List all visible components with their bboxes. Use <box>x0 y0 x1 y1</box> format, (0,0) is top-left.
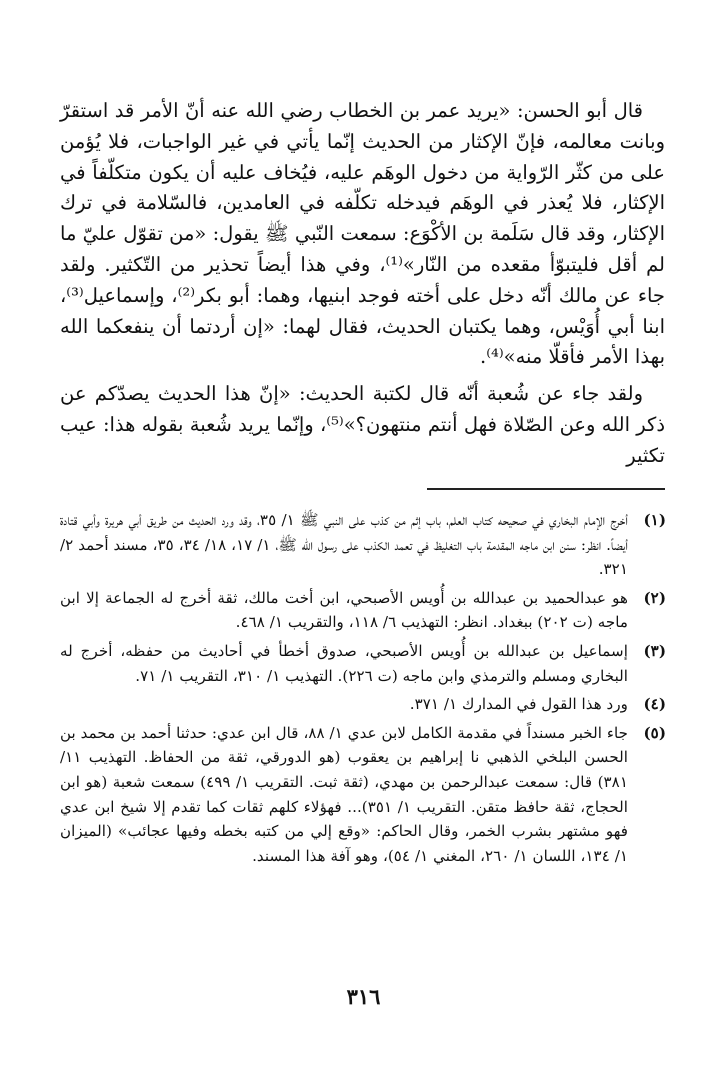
paragraph: قال أبو الحسن: «يريد عمر بن الخطاب رضي الله عنه أنّ الأمر قد استقرّ وبانت معالمه، فإنّ الإكثار من الحديث إنّما يأتي في غير الواجبات، فلا يُؤمن على من كثّر الرّواية من دخول الوهَم عليه، فيُخاف عليه أن يكون متكلّفاً في الإكثار، فلا يُعذر في الوهَم فيدخله تكلّفه في العامدين، فالسّلامة في ترك الإكثار، وقد قال سَلَمة بن الأكْوَع: سمعت النّبي ﷺ يقول: «من تقوّل عليّ ما لم أقل فليتبوّأ مقعده من النّار»⁽¹⁾، وفي هذا أيضاً تحذير من التّكثير. ولقد جاء عن مالك أنّه دخل على أخته فوجد ابنيها، وهما: أبو بكر⁽²⁾، وإسماعيل⁽³⁾، ابنا أبي أُوَيْس، وهما يكتبان الحديث، فقال لهما: «إن أردتما أن ينفعكما الله بهذا الأمر فأقلّا منه»⁽⁴⁾. <box>60 99 665 369</box>
footnote-item <box>60 721 666 869</box>
footnote-number: (١) <box>643 511 666 529</box>
paragraph: ولقد جاء عن شُعبة أنّه قال لكتبة الحديث: «إنّ هذا الحديث يصدّكم عن ذكر الله وعن الصّلاة فهل أنتم منتهون؟»⁽⁵⁾، وإنّما يريد شُعبة بقوله هذا: عيب تكثير <box>60 382 666 467</box>
footnote-number: (٤) <box>643 695 666 714</box>
main-text <box>60 96 665 472</box>
footnote-text: أخرج الإمام البخاري في صحيحه كتاب العلم، باب إثم من كذب على النبي ﷺ ١/ ٣٥، وقد ورد الحديث من طريق أبي هريرة وأبي قتادة أيضاً. انظر: سنن ابن ماجه المقدمة باب التغليظ في تعمد الكذب على رسول الله ﷺ، ١/ ١٧، ١٨/ ٣٤، ٣٥، مسند أحمد ٢/ ٣٢١. <box>60 511 628 579</box>
footnote-text: إسماعيل بن عبدالله بن أُويس الأصبحي، صدوق أخطأ في أحاديث من حفظه، أخرج له البخاري ومسلم والترمذي وابن ماجه (ت ٢٢٦). التهذيب ١/ ٣١٠، التقريب ١/ ٧١. <box>60 641 628 685</box>
footnote-text: هو عبدالحميد بن عبدالله بن أُويس الأصبحي، ابن أخت مالك، ثقة أخرج له الجماعة إلا ابن ماجه (ت ٢٠٢) ببغداد. انظر: التهذيب ٦/ ١١٨، والتقريب ١/ ٤٦٨. <box>60 588 628 632</box>
footnote-number: (٥) <box>643 723 666 742</box>
footnotes <box>60 508 666 872</box>
footnote-number: (٢) <box>643 588 666 607</box>
page-number: ٣١٦ <box>346 984 381 1009</box>
footnote-text: جاء الخبر مسنداً في مقدمة الكامل لابن عدي ١/ ٨٨، قال ابن عدي: حدثنا أحمد بن محمد بن الحسن البلخي الذهبي نا إبراهيم بن يعقوب (هو الدورقي، ثقة من الحفاظ. التهذيب ١١/ ٣٨١) قال: سمعت عبدالرحمن بن مهدي، (ثقة ثبت. التقريب ١/ ٤٩٩) سمعت شعبة (هو ابن الحجاج، ثقة حافظ متقن. التقريب ١/ ٣٥١)... فهؤلاء كلهم ثقات كما تقدم إلا شيخ ابن عدي فهو مشتهر بشرب الخمر، وقال الحاكم: «وقع إلي من كتبه بخطه وفيها عجائب» (الميزان ١/ ١٣٤، اللسان ١/ ٢٦٠، المغني ١/ ٥٤)، وهو آفة هذا المسند. <box>60 723 628 865</box>
footnote-item <box>60 586 666 635</box>
footnote-text: ورد هذا القول في المدارك ١/ ٣٧١. <box>409 695 628 714</box>
footnote-item <box>60 639 666 688</box>
footnote-item <box>60 508 666 582</box>
footnote-item <box>60 692 666 717</box>
footnote-separator <box>427 488 665 490</box>
footnote-number: (٣) <box>643 641 666 660</box>
